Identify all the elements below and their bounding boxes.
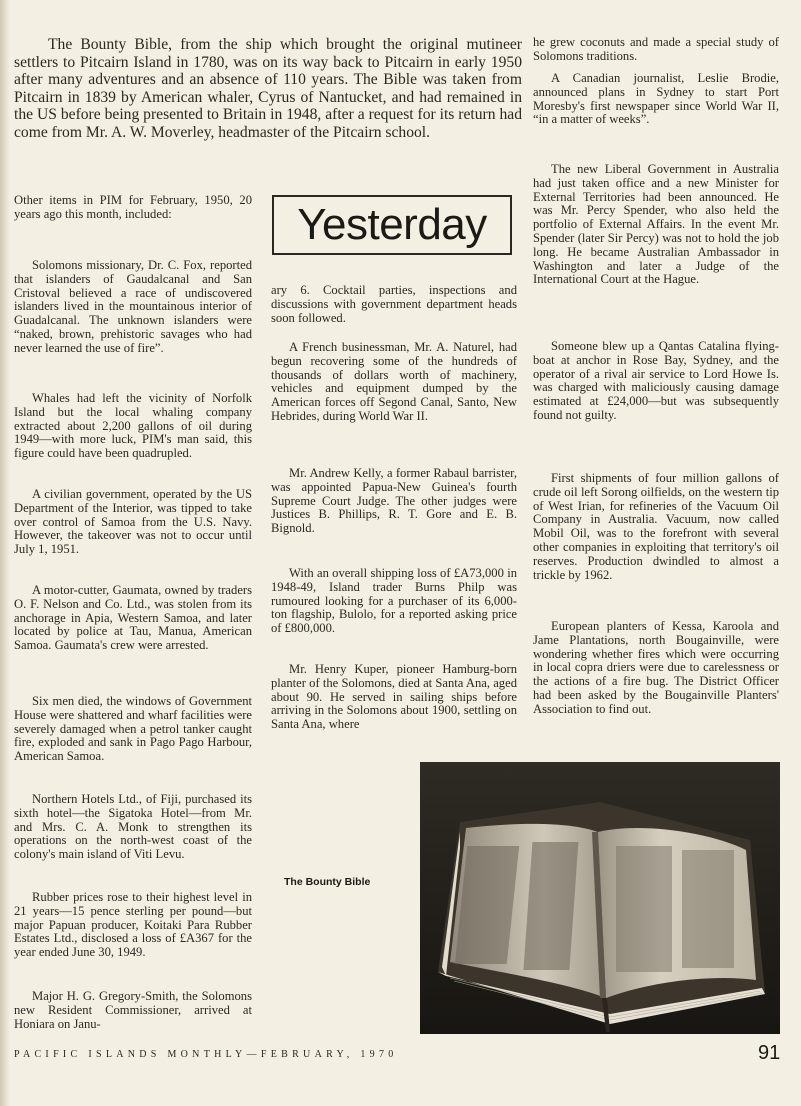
col1-paragraph-8: Rubber prices rose to their highest level in 21 years—15 pence sterling per pound—but major Papuan producer, Koitaki Para Rubber Estates Ltd., disclosed a loss of £A367 for the year ended June 30, 1949. xyxy=(14,890,252,960)
col2-paragraph-1: ary 6. Cocktail parties, inspections and discussions with government department heads soon followed. xyxy=(271,283,517,325)
masthead-title: Yesterday xyxy=(297,200,487,249)
bounty-bible-photo xyxy=(420,762,780,1034)
col1-paragraph-3: Whales had left the vicinity of Norfolk Island but the local whaling company extracted about 2,200 gallons of oil during 1949—with more luck, PIM's man said, this figure could have been quadrupled. xyxy=(14,391,252,461)
intro-paragraph: The Bounty Bible, from the ship which brought the original mutineer settlers to Pitcairn Island in 1780, was on its way back to Pitcairn in early 1950 after many adventures and an absence of 110 years. The Bible was taken from Pitcairn in 1839 by American whaler, Cyrus of Nantucket, and had remained in the US before being presented to Britain in 1948, after a request for its return had come from Mr. A. W. Moverley, headmaster of the Pitcairn school. xyxy=(14,36,522,141)
col2-paragraph-4: With an overall shipping loss of £A73,000 in 1948-49, Island trader Burns Philp was rumoured looking for a purchaser of its 6,000-ton flagship, Bulolo, for a reported asking price of £800,000. xyxy=(271,566,517,636)
col2-paragraph-3: Mr. Andrew Kelly, a former Rabaul barrister, was appointed Papua-New Guinea's fourth Supreme Court Judge. The other judges were Justices B. Phillips, R. T. Gore and E. B. Bignold. xyxy=(271,466,517,536)
page-edge-shadow xyxy=(0,0,10,1106)
col3-paragraph-1: he grew coconuts and made a special study of Solomons traditions. xyxy=(533,35,779,63)
col1-paragraph-5: A motor-cutter, Gaumata, owned by traders O. F. Nelson and Co. Ltd., was stolen from its anchorage in Apia, Western Samoa, and later located by police at Tau, Manua, American Samoa. Gaumata's crew were arrested. xyxy=(14,583,252,653)
yesterday-masthead xyxy=(272,195,512,255)
col1-paragraph-7: Northern Hotels Ltd., of Fiji, purchased its sixth hotel—the Sigatoka Hotel—from Mr. and Mrs. C. A. Monk to strengthen its operations on the north-west coast of the colony's main island of Viti Levu. xyxy=(14,792,252,862)
col3-paragraph-5: First shipments of four million gallons of crude oil left Sorong oilfields, on the western tip of West Irian, for refineries of the Vacuum Oil Company in Australia. Vacuum, now called Mobil Oil, was to the forefront with several other companies in exploiting that territory's oil reserves. Production dwindled to almost a trickle by 1962. xyxy=(533,471,779,582)
col1-paragraph-1: Other items in PIM for February, 1950, 20 years ago this month, included: xyxy=(14,193,252,221)
col3-paragraph-2: A Canadian journalist, Leslie Brodie, announced plans in Sydney to start Port Moresby's first newspaper since World War II, “in a matter of weeks”. xyxy=(533,71,779,127)
col3-paragraph-6: European planters of Kessa, Karoola and Jame Plantations, north Bougainville, were wondering whether fires which were occurring in local copra driers were due to carelessness or the actions of a fire bug. The District Officer had been asked by the Bougainville Planters' Association to find out. xyxy=(533,619,779,716)
col1-paragraph-2: Solomons missionary, Dr. C. Fox, reported that islanders of Gaudalcanal and San Cristoval believed a race of undiscovered islanders lived in the mountainous interior of Guadalcanal. The unknown islanders were “naked, brown, prehistoric savages who had never learned the use of fire”. xyxy=(14,258,252,355)
open-book-illustration xyxy=(420,762,780,1034)
page-number: 91 xyxy=(758,1042,781,1064)
col1-paragraph-6: Six men died, the windows of Government House were shattered and wharf facilities were severely damaged when a petrol tanker caught fire, exploded and sank in Pago Pago Harbour, American Samoa. xyxy=(14,694,252,764)
col3-paragraph-3: The new Liberal Government in Australia had just taken office and a new Minister for External Territories had been announced. He was Mr. Percy Spender, who also held the portfolio of External Affairs. In the event Mr. Spender (later Sir Percy) was not to hold the job long. He became Australian Ambassador in Washington and later a Judge of the International Court at the Hague. xyxy=(533,162,779,287)
col3-paragraph-4: Someone blew up a Qantas Catalina flying-boat at anchor in Rose Bay, Sydney, and the operator of a rival air service to Lord Howe Is. was charged with maliciously causing damage estimated at £24,000—but was subsequently found not guilty. xyxy=(533,339,779,422)
col1-paragraph-9: Major H. G. Gregory-Smith, the Solomons new Resident Commissioner, arrived at Honiara on Janu- xyxy=(14,989,252,1031)
col2-paragraph-2: A French businessman, Mr. A. Naturel, had begun recovering some of the hundreds of thousands of dollars worth of machinery, vehicles and equipment dumped by the American forces off Segond Canal, Santo, New Hebrides, during World War II. xyxy=(271,340,517,423)
col2-paragraph-5: Mr. Henry Kuper, pioneer Hamburg-born planter of the Solomons, died at Santa Ana, aged about 90. He served in sailing ships before arriving in the Solomons about 1900, settling on Santa Ana, where xyxy=(271,662,517,732)
footer-publication-line: PACIFIC ISLANDS MONTHLY—FEBRUARY, 1970 xyxy=(14,1049,398,1060)
photo-caption: The Bounty Bible xyxy=(284,876,371,888)
col1-paragraph-4: A civilian government, operated by the US Department of the Interior, was tipped to take over control of Samoa from the U.S. Navy. However, the takeover was not to occur until July 1, 1951. xyxy=(14,487,252,557)
